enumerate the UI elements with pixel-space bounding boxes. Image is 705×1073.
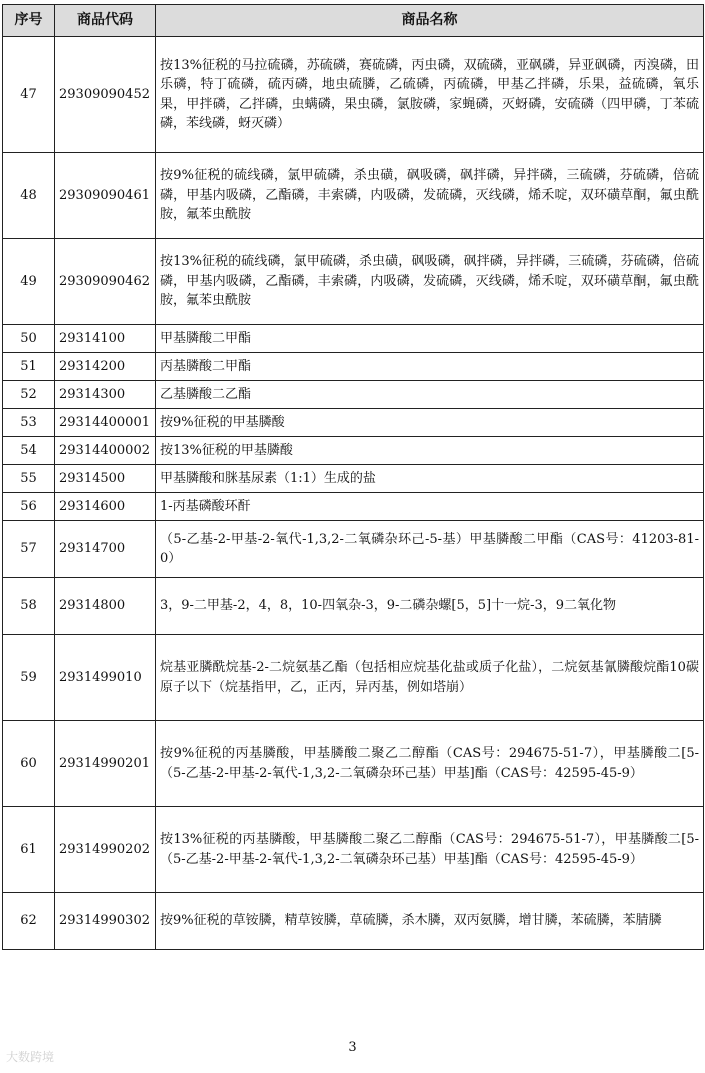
table-row (3, 807, 704, 893)
row-code: 29314300 (55, 381, 156, 409)
row-code: 29314990201 (55, 721, 156, 807)
row-code: 29314990202 (55, 807, 156, 893)
row-name: 按9%征税的草铵膦，精草铵膦，草硫膦，杀木膦，双丙氨膦，增甘膦，苯硫膦，苯腈膦 (156, 893, 704, 950)
row-name: 按13%征税的硫线磷，氯甲硫磷，杀虫磺，砜吸磷，砜拌磷，异拌磷，三硫磷，芬硫磷，倍硫磷，甲基内吸磷，乙酯磷，丰索磷，内吸磷，发硫磷，灭线磷，烯禾啶，双环磺草酮，氟虫酰胺，氟苯虫酰胺 (156, 239, 704, 325)
row-seq: 50 (3, 325, 55, 353)
header-code: 商品代码 (55, 5, 156, 37)
watermark: 大数跨境 (6, 1050, 55, 1064)
row-seq: 48 (3, 153, 55, 239)
table-row (3, 37, 704, 153)
table-row (3, 578, 704, 635)
header-name: 商品名称 (156, 5, 704, 37)
row-code: 2931499010 (55, 635, 156, 721)
row-code: 29314990302 (55, 893, 156, 950)
table-row (3, 465, 704, 493)
table-row (3, 635, 704, 721)
row-code: 29309090462 (55, 239, 156, 325)
table-row (3, 721, 704, 807)
table-row (3, 153, 704, 239)
row-name: 丙基膦酸二甲酯 (156, 353, 704, 381)
row-seq: 52 (3, 381, 55, 409)
table-row (3, 437, 704, 465)
table-row (3, 239, 704, 325)
row-seq: 58 (3, 578, 55, 635)
row-name: 3，9-二甲基-2，4，8，10-四氧杂-3，9-二磷杂螺[5，5]十一烷-3，9二氧化物 (156, 578, 704, 635)
table-row (3, 353, 704, 381)
row-seq: 54 (3, 437, 55, 465)
row-seq: 51 (3, 353, 55, 381)
table-row (3, 325, 704, 353)
table-row (3, 521, 704, 578)
row-seq: 59 (3, 635, 55, 721)
row-seq: 62 (3, 893, 55, 950)
row-name: 按13%征税的甲基膦酸 (156, 437, 704, 465)
row-seq: 49 (3, 239, 55, 325)
row-name: 按9%征税的硫线磷，氯甲硫磷，杀虫磺，砜吸磷，砜拌磷，异拌磷，三硫磷，芬硫磷，倍硫磷，甲基内吸磷，乙酯磷，丰索磷，内吸磷，发硫磷，灭线磷，烯禾啶，双环磺草酮，氟虫酰胺，氟苯虫酰胺 (156, 153, 704, 239)
row-name: 按13%征税的丙基膦酸，甲基膦酸二聚乙二醇酯（CAS号：294675-51-7），甲基膦酸二[5-（5-乙基-2-甲基-2-氧代-1,3,2-二氧磷杂环己基）甲基]酯（CAS号：42595-45-9） (156, 807, 704, 893)
row-code: 29309090461 (55, 153, 156, 239)
row-code: 29314400001 (55, 409, 156, 437)
row-name: 1-丙基磷酸环酐 (156, 493, 704, 521)
row-seq: 57 (3, 521, 55, 578)
table-row (3, 381, 704, 409)
row-code: 29314200 (55, 353, 156, 381)
row-name: 烷基亚膦酰烷基-2-二烷氨基乙酯（包括相应烷基化盐或质子化盐），二烷氨基氰膦酸烷酯10碳原子以下（烷基指甲，乙，正丙，异丙基，例如塔崩） (156, 635, 704, 721)
row-seq: 61 (3, 807, 55, 893)
row-code: 29314400002 (55, 437, 156, 465)
row-seq: 47 (3, 37, 55, 153)
row-name: （5-乙基-2-甲基-2-氧代-1,3,2-二氧磷杂环己-5-基）甲基膦酸二甲酯（CAS号：41203-81-0） (156, 521, 704, 578)
table-row (3, 893, 704, 950)
row-name: 按9%征税的丙基膦酸，甲基膦酸二聚乙二醇酯（CAS号：294675-51-7），甲基膦酸二[5-（5-乙基-2-甲基-2-氧代-1,3,2-二氧磷杂环己基）甲基]酯（CAS号：42595-45-9） (156, 721, 704, 807)
table-row (3, 493, 704, 521)
row-name: 甲基膦酸和脒基尿素（1:1）生成的盐 (156, 465, 704, 493)
row-seq: 53 (3, 409, 55, 437)
row-name: 按9%征税的甲基膦酸 (156, 409, 704, 437)
tariff-table (2, 4, 704, 950)
row-code: 29309090452 (55, 37, 156, 153)
row-name: 按13%征税的马拉硫磷，苏硫磷，赛硫磷，丙虫磷，双硫磷，亚砜磷，异亚砜磷，丙溴磷，田乐磷，特丁硫磷，硫丙磷，地虫硫膦，乙硫磷，丙硫磷，甲基乙拌磷，乐果，益硫磷，氧乐果，甲拌磷，乙拌磷，虫螨磷，果虫磷，氯胺磷，家蝇磷，灭蚜磷，安硫磷（四甲磷，丁苯硫磷，苯线磷，蚜灭磷） (156, 37, 704, 153)
row-seq: 56 (3, 493, 55, 521)
row-name: 乙基膦酸二乙酯 (156, 381, 704, 409)
table-row (3, 409, 704, 437)
row-code: 29314500 (55, 465, 156, 493)
row-code: 29314800 (55, 578, 156, 635)
row-code: 29314100 (55, 325, 156, 353)
row-seq: 60 (3, 721, 55, 807)
row-name: 甲基膦酸二甲酯 (156, 325, 704, 353)
row-seq: 55 (3, 465, 55, 493)
header-seq: 序号 (3, 5, 55, 37)
page-number: 3 (348, 1040, 357, 1055)
table-header-row (3, 5, 704, 37)
row-code: 29314600 (55, 493, 156, 521)
row-code: 29314700 (55, 521, 156, 578)
